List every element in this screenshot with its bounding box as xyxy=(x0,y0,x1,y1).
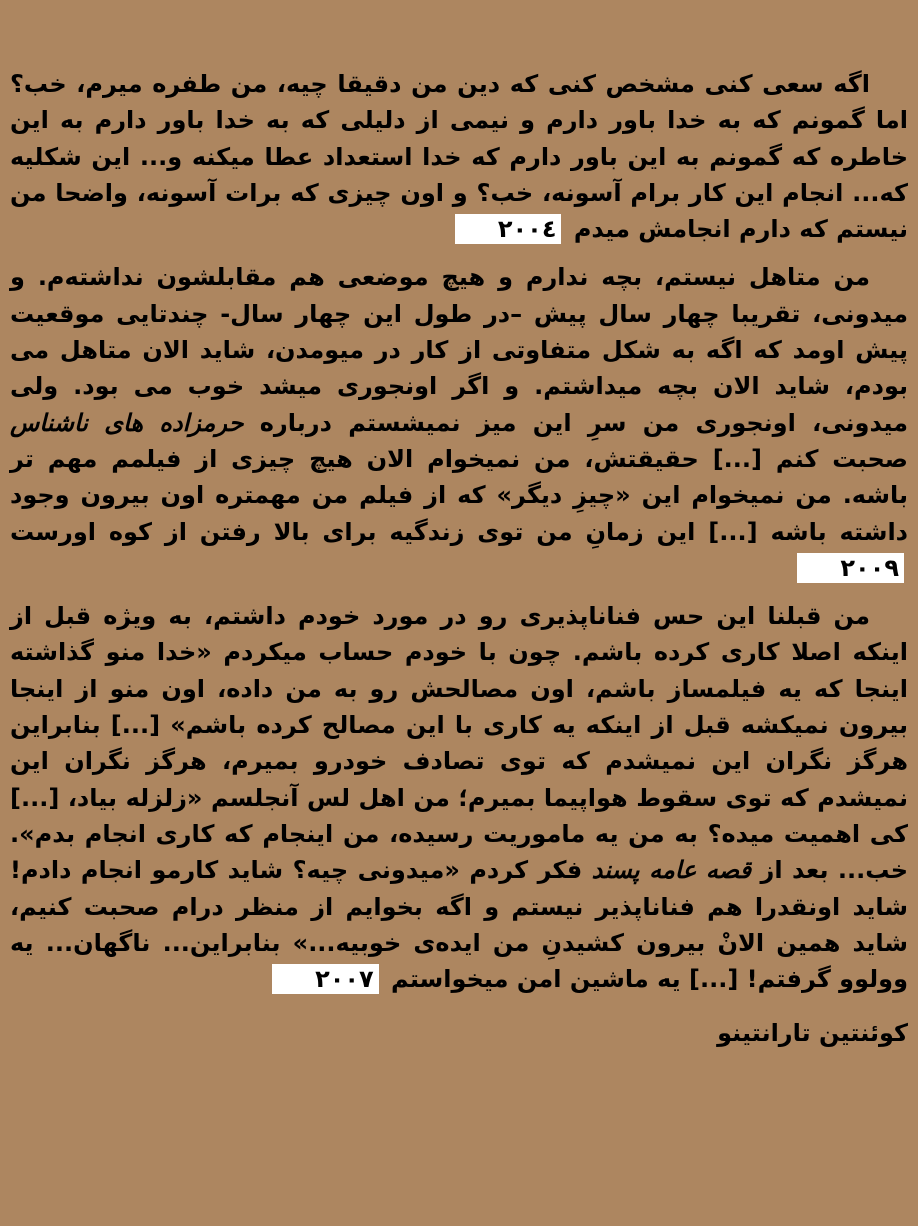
year-badge: ۲۰۰٤ xyxy=(455,214,562,244)
year-badge: ۲۰۰۷ xyxy=(272,964,379,994)
quote-paragraph-2 xyxy=(10,259,908,586)
paragraph-2-text-start: من متاهل نیستم، بچه ندارم و هیچ موضعی هم مقابلشون نداشته‌م. و میدونی، تقریبا چهار سال پیش –در طول این چهار سال- چندتایی موقعیت پیش اومد که اگه به شکل متفاوتی از کار در میومدن، شاید الان متاهل می بودم، شاید الان بچه میداشتم. و اگر اونجوری میشد خوب می بود. ولی میدونی، اونجوری من سرِ این میز نمیشستم درباره xyxy=(10,263,908,437)
paragraph-3-text-start: من قبلنا این حس فناناپذیری رو در مورد خودم داشتم، به ویژه قبل از اینکه اصلا کاری کرده باشم. چون با خودم حساب میکردم «خدا منو گذاشته اینجا که یه فیلمساز باشم، اون مصالحش رو به من داده، اون منو از اینجا بیرون نمیکشه قبل از اینکه یه کاری با این مصالح کرده باشم» [...] بنابراین هرگز نگران این نمیشدم که توی تصادف خودرو بمیرم، هرگز نگران این نمیشدم که توی سقوط هواپیما بمیرم؛ من اهل لس آنجلسم «زلزله بیاد، [...] کی اهمیت میده؟ به من یه ماموریت رسیده، من اینجام که کاری انجام بدم». خب... بعد از xyxy=(10,602,908,885)
paragraph-1-text: اگه سعی کنی مشخص کنی که دین من دقیقا چیه، من طفره میرم، خب؟ اما گمونم که به خدا باور دارم و نیمی از دلیلی که به خدا باور دارم به این خاطره که گمونم به این باور دارم که خدا استعداد عطا میکنه و... این شکلیه که... انجام این کار برام آسونه، خب؟ و اون چیزی که برات آسونه، واضحا من نیستم که دارم انجامش میدم xyxy=(10,70,908,244)
author-name: کوئنتین تارانتینو xyxy=(717,1019,908,1048)
film-title-italic: حرمزاده های ناشناس xyxy=(10,408,244,437)
quote-paragraph-3 xyxy=(10,598,908,997)
paragraph-2-text-end: صحبت کنم [...] حقیقتش، من نمیخوام الان هیچ چیزی از فیلمم مهم تر باشه. من نمیخوام این «چیزِ دیگر» که از فیلم من مهمتره اون بیرون وجود داشته باشه [...] این زمانِ من توی زندگیه برای بالا رفتن از کوه اورست xyxy=(10,444,908,546)
film-title-italic: قصه عامه پسند xyxy=(591,856,752,885)
quote-document xyxy=(10,66,908,1064)
quote-paragraph-1 xyxy=(10,66,908,247)
year-badge: ۲۰۰۹ xyxy=(797,553,904,583)
paragraph-3-text-end: فکر کردم «میدونی چیه؟ شاید کارمو انجام دادم! شاید اونقدرا هم فناناپذیر نیستم و اگه بخوایم از منظر درام صحبت کنیم، شاید همین الانْ بیرون کشیدنِ من ایده‌ی خوبیه...» بنابراین... ناگهان... یه وولوو گرفتم! [...] یه ماشین امن میخواستم xyxy=(10,856,908,994)
